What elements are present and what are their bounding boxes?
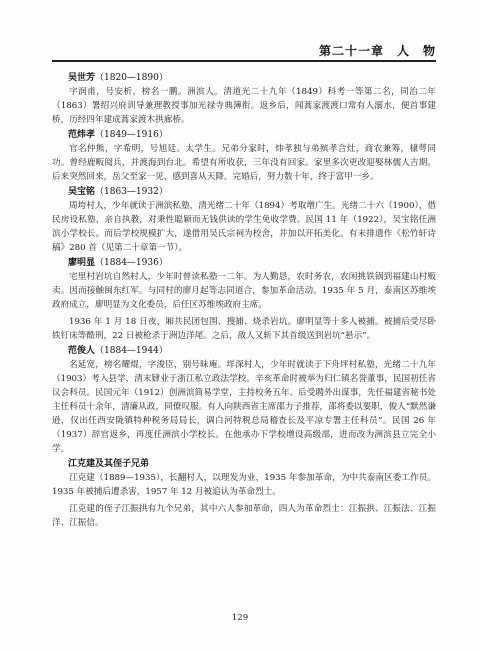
entry-paragraph: 字润甫，号安析，榜名一鹏。洲滨人。清道光二十九年（1849）科考一等第二名，同治二年（1863）署绍兴府训导兼理教授事加光禄寺典簿衔。返乡后，闻蒿家渡渡口常有人溺水，便首事建桥，历经四年建成蒿家渡木拱廊桥。 [52, 87, 436, 125]
person-name: 范炜孝 [68, 130, 96, 140]
entry-paragraph: 宅里村岩坑自然村人，少年时曾读私塾一二年。为人勤恳，农时务农，农闲挑铁锅到福建山村贩卖。因而接触闽东红军。与同村的廖月起等志同道合，参加革命活动。1935 年 5 月，泰南区苏维埃政府成立，廖明显为文化委员，后任区苏维埃政府主席。 [52, 272, 436, 310]
person-name: 廖明显 [68, 258, 96, 268]
entry-paragraph: 1936 年 1 月 18 日夜，厢共民团包围、搜捕、烧杀岩坑。廖明显等十多人被捕。被捕后受尽卧铁钉床等酷刑，22 日被枪杀于洲边洋尾。之后，敌人又斩下其首级送到岩坑“悬示”。 [52, 317, 436, 341]
life-dates: （1820—1890） [95, 73, 168, 83]
entry-heading [68, 457, 436, 471]
header-rule [52, 60, 436, 62]
biography-content [52, 70, 436, 530]
biography-entry [52, 71, 436, 127]
person-name: 吴世芳 [68, 73, 96, 83]
person-name: 吴宝铭 [68, 187, 96, 197]
biography-entry [52, 256, 436, 343]
entry-paragraph: 官名仲熊，字希明，号旭廷。太学生。兄弟分家时，炜孝独与弟殡孝合灶，商农兼筹，棣萼同功。曾经鹿畈阅兵，并渡海到台北。希望有所收获，三年没有回家。家里多次更改迎娶林儒人吉期。后来突然回来，岳父至家一见，感到喜从天降。完婚后，努力数十年，终于富甲一乡。 [52, 144, 436, 182]
entry-paragraph: 周垮村人，少年就读于洲滨私塾，清光绪二十年（1894）考取增广生。光绪二十六（1900），借民房设私塾，亲自执教，对秉性聪颖而无钱供读的学生免收学费。民国 11 年（1922），吴宝铭任洲滨小学校长。而后学校规模扩大，遂借用吴氏宗祠为校舍，并加以开拓美化。有未排遗作《松竹轩诗稿》280 首（见第二十章第一节）。 [52, 201, 436, 253]
life-dates: （1849—1916） [95, 130, 168, 140]
entry-heading [68, 128, 436, 142]
page-number: 129 [231, 613, 249, 623]
entry-paragraph: 江克建的侄子江振拱有九个兄弟，其中六人参加革命，四人为革命烈士：江振拱、江振法、江振洋、江振信。 [52, 504, 436, 528]
entry-heading [68, 71, 436, 85]
entry-heading [68, 256, 436, 270]
entry-heading [68, 344, 436, 358]
person-name: 范俊人 [68, 346, 96, 356]
chapter-header: 第二十一章 人 物 [318, 44, 436, 58]
biography-entry [52, 344, 436, 456]
biography-entry [52, 128, 436, 184]
biography-entry [52, 185, 436, 255]
life-dates: （1884—1936） [95, 258, 168, 268]
life-dates: （1884—1944） [95, 346, 168, 356]
entry-heading [68, 185, 436, 199]
life-dates: （1863—1932） [95, 187, 168, 197]
biography-entry [52, 457, 436, 530]
person-name: 江克建及其侄子兄弟 [68, 459, 150, 469]
entry-paragraph: 名延宽，榜名耀焜，字浚臣，别号昧庵。垟深村人，少年时就读于下舟坪村私塾，光绪二十九年（1903）考入县学，清末肄业于浙江私立政法学校。辛亥革命时被举为归仁镇名誉董事，民国初任省议会科员。民国元年（1912）创洲滨简易学堂，主持校务五年。后受聘外出谋事，先任福建省秘书处主任科员十余年，清廉从政，同僚叹服。有人向陕西省主席邵力子推荐，邵将委以要职，俊人“默然谦逊，仅出任西安陇镇特种税务局局长，调白河特税总局稽查长及平凉专署主任科员”。民国 26 年（1937）辞官返乡，再度任洲滨小学校长。在他承办下学校增设高级部，进而改为洲滨县立完全小学。 [52, 360, 436, 454]
entry-paragraph: 江克建（1889—1935），长翻村人，以理发为业，1935 年参加革命，为中共泰南区委工作员。1935 年被捕后遭杀害，1957 年 12 月被追认为革命烈士。 [52, 473, 436, 497]
